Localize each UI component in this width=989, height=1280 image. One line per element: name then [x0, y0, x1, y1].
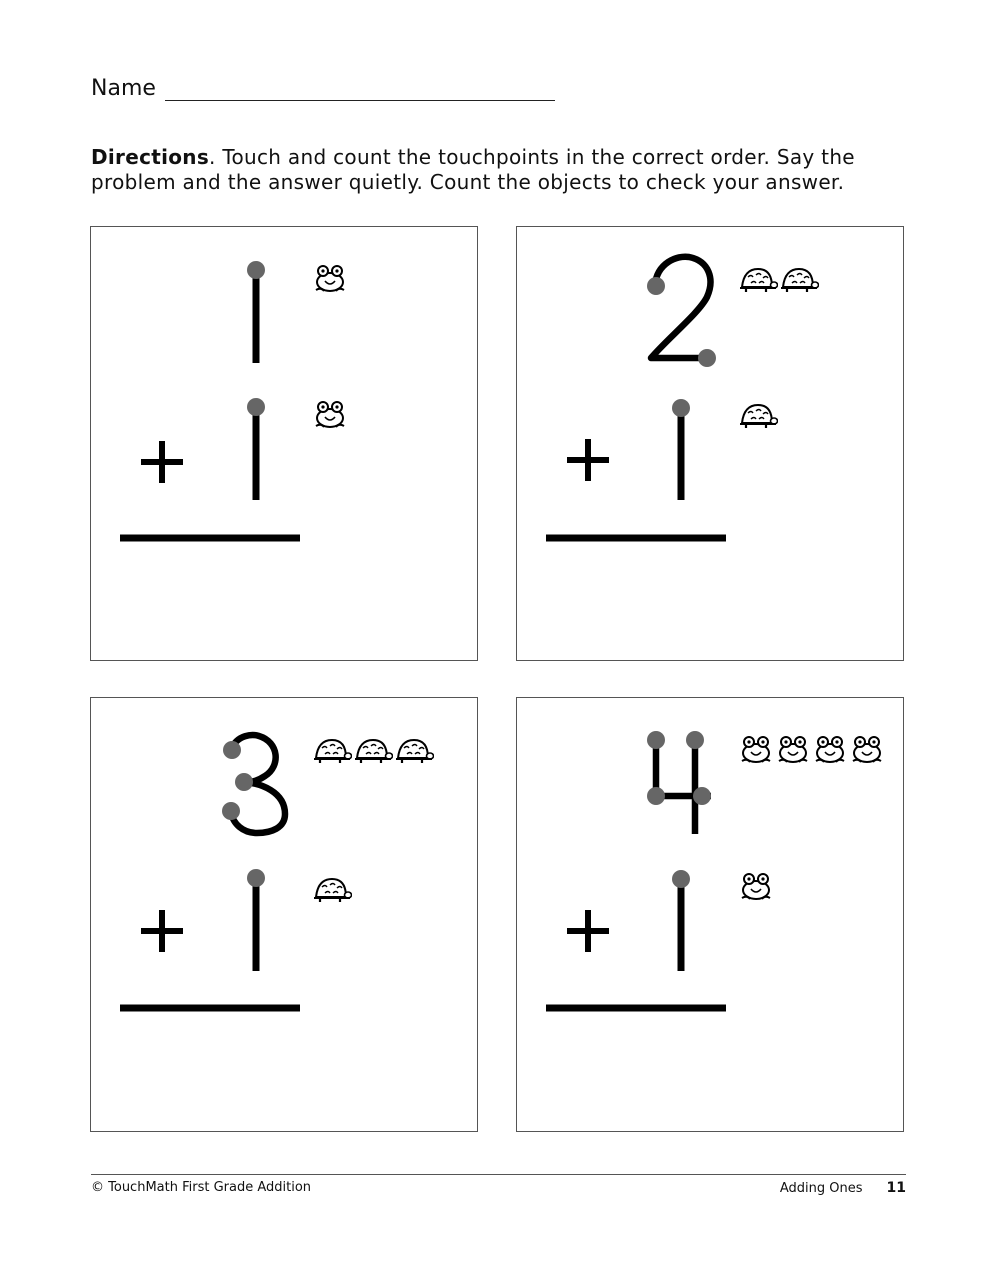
touchpoint — [647, 731, 665, 749]
turtle-icon — [779, 263, 819, 295]
bottom-objects — [312, 399, 348, 431]
footer-copyright: © TouchMath First Grade Addition — [91, 1180, 312, 1195]
touchpoint — [672, 870, 690, 888]
top-digit-one — [247, 261, 265, 363]
problem-box-1[interactable] — [90, 226, 478, 661]
bottom-objects — [738, 871, 774, 903]
touchpoint — [693, 787, 711, 805]
touchpoint — [247, 398, 265, 416]
frog-icon — [312, 263, 348, 295]
frog-icon — [738, 734, 774, 766]
turtle-icon — [738, 399, 778, 431]
turtle-icon — [738, 263, 778, 295]
top-digit-two — [647, 257, 716, 367]
bottom-digit-one — [672, 399, 690, 500]
name-write-line[interactable] — [165, 100, 555, 101]
top-objects — [312, 263, 348, 295]
touchpoint — [247, 869, 265, 887]
directions-text: . Touch and count the touchpoints in the correct order. Say the problem and the answer quietly. Count the objects to check your answer. — [91, 145, 855, 194]
frog-icon — [812, 734, 848, 766]
frog-icon — [312, 399, 348, 431]
touchpoint — [223, 741, 241, 759]
touchpoint — [686, 731, 704, 749]
touchpoint — [647, 277, 665, 295]
turtle-icon — [394, 734, 434, 766]
bottom-objects — [312, 873, 352, 905]
plus-sign — [567, 439, 609, 481]
bottom-objects — [738, 399, 778, 431]
plus-sign — [567, 910, 609, 952]
name-label: Name — [91, 76, 156, 101]
touchpoint — [698, 349, 716, 367]
top-digit-four — [647, 731, 711, 834]
touchpoint — [647, 787, 665, 805]
top-objects — [738, 263, 819, 295]
page-number: 11 — [886, 1180, 906, 1196]
footer-section: Adding Ones — [779, 1181, 863, 1196]
frog-icon — [738, 871, 774, 903]
turtle-icon — [312, 734, 352, 766]
touchpoint — [672, 399, 690, 417]
top-objects — [312, 734, 434, 766]
problem-box-3[interactable] — [90, 697, 478, 1132]
turtle-icon — [353, 734, 393, 766]
bottom-digit-one — [672, 870, 690, 971]
frog-icon — [849, 734, 885, 766]
footer-right — [780, 1180, 906, 1196]
turtle-icon — [312, 873, 352, 905]
top-objects — [738, 734, 885, 766]
plus-sign — [141, 910, 183, 952]
frog-icon — [775, 734, 811, 766]
bottom-digit-one — [247, 398, 265, 500]
top-digit-three — [222, 735, 285, 833]
problem-box-2[interactable] — [516, 226, 904, 661]
directions-lead: Directions — [91, 145, 210, 169]
touchpoint — [222, 802, 240, 820]
touchpoint — [247, 261, 265, 279]
problem-box-4[interactable] — [516, 697, 904, 1132]
directions — [91, 145, 921, 195]
bottom-digit-one — [247, 869, 265, 971]
plus-sign — [141, 441, 183, 483]
footer-rule — [91, 1174, 906, 1175]
touchpoint — [235, 773, 253, 791]
